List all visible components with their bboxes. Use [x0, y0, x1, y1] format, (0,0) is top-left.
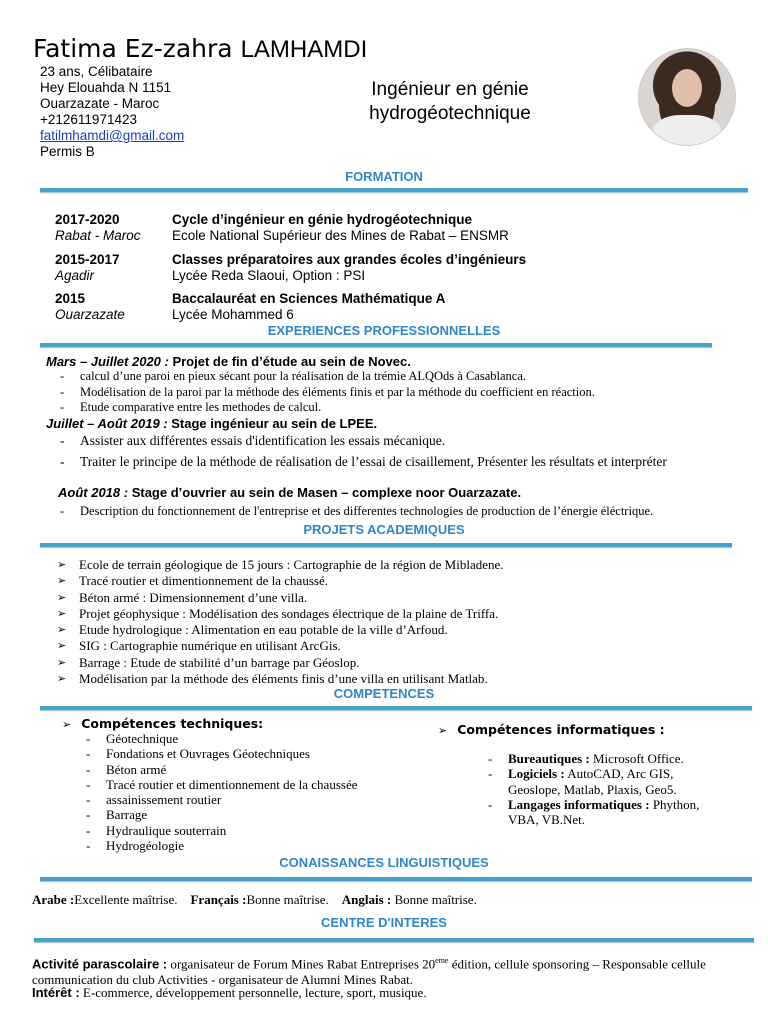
language-label: Anglais : — [341, 892, 392, 907]
skill-item: - Hydrogéologie — [82, 838, 422, 853]
skill-item: - Géotechnique — [82, 731, 422, 746]
section-title-langues: CONAISSANCES LINGUISTIQUES — [279, 855, 489, 870]
education-entry: 2015-2017 Classes préparatoires aux grandes écoles d’ingénieurs Agadir Lycée Reda Slaoui, Option : PSI — [55, 252, 527, 283]
contact-info — [40, 64, 184, 160]
section-title-interets: CENTRE D'INTERES — [321, 915, 447, 930]
it-skill-item: - Bureautiques : Microsoft Office. — [484, 751, 714, 766]
languages-line: Arabe :Excellente maîtrise. Français :Bonne maîtrise. Anglais : Bonne maîtrise. — [32, 892, 477, 907]
address: Hey Elouahda N 1151 — [40, 80, 172, 95]
extracurricular-text: Activité parascolaire : organisateur de Forum Mines Rabat Entreprises 20eme édition, cellule sponsoring – Responsable cellule communication du club Activities - organisateur de Alumni Mines Rabat. — [32, 956, 706, 988]
interests-text: Intérêt : E-commerce, développement personnelle, lecture, sport, musique. — [32, 985, 427, 1000]
skill-item: - assainissement routier — [82, 792, 422, 807]
section-divider — [40, 706, 752, 710]
phone: +212611971423 — [40, 112, 137, 127]
language-label: Français : — [190, 892, 247, 907]
technical-skills: ➢ Compétences techniques: - Géotechnique - Fondations et Ouvrages Géotechniques - Béton armé - Tracé routier et dimentionnement de la chaussée - assainissement routier - Barrage - Hydraulique souterrain - Hydrogéologie — [62, 716, 422, 853]
candidate-name: Fatima Ez-zahra LAMHAMDI — [33, 34, 368, 63]
skill-item: - Fondations et Ouvrages Géotechniques — [82, 746, 422, 761]
age-status: 23 ans, Célibataire — [40, 64, 153, 79]
skill-item: - Béton armé — [82, 762, 422, 777]
section-title-projets: PROJETS ACADEMIQUES — [303, 522, 465, 537]
section-title-competences: COMPETENCES — [333, 686, 435, 701]
project-item: ➢ Ecole de terrain géologique de 15 jours : Cartographie de la région de Mibladene. — [55, 557, 755, 573]
education-entry: 2017-2020 Cycle d’ingénieur en génie hydrogéotechnique Rabat - Maroc Ecole National Supérieur des Mines de Rabat – ENSMR — [55, 212, 509, 243]
profile-photo — [638, 48, 736, 146]
project-item: ➢ Etude hydrologique : Alimentation en eau potable de la ville d’Arfoud. — [55, 622, 755, 638]
job-title: Ingénieur en génie hydrogéotechnique — [369, 79, 531, 124]
project-item: ➢ SIG : Cartographie numérique en utilisant ArcGis. — [55, 638, 755, 654]
section-divider — [40, 343, 712, 347]
section-divider — [40, 188, 748, 192]
section-title-formation: FORMATION — [345, 169, 423, 184]
experience-block: Août 2018 : Stage d’ouvrier au sein de Masen – complexe noor Ouarzazate. - Description du fonctionnement de l'entreprise et des differentes technologies de production de l’énergie éléctrique. — [58, 485, 748, 519]
language-label: Arabe : — [32, 892, 75, 907]
experience-item: - Modélisation de la paroi par la méthode des éléments finis et par la méthode du coefficient en réaction. — [56, 385, 746, 401]
project-item: ➢ Barrage : Etude de stabilité d’un barrage par Géoslop. — [55, 655, 755, 671]
section-divider — [40, 877, 752, 881]
projects-list — [55, 557, 755, 687]
experience-block: Mars – Juillet 2020 : Projet de fin d’étude au sein de Novec. - calcul d’une paroi en pieux sécant pour la réalisation de la trémie ALQOds à Casablanca. - Modélisation de la paroi par la méthode des éléments finis et par la méthode du coefficient en réaction. - Etude comparative entre les methodes de calcul. — [46, 354, 746, 416]
project-item: ➢ Tracé routier et dimentionnement de la chaussé. — [55, 573, 755, 589]
it-skill-item: - Logiciels : AutoCAD, Arc GIS, Geoslope, Matlab, Plaxis, Geo5. — [484, 766, 714, 797]
email-link[interactable]: fatilmhamdi@gmail.com — [40, 128, 185, 143]
section-divider — [34, 938, 754, 942]
skill-item: - Tracé routier et dimentionnement de la chaussée — [82, 777, 422, 792]
experience-item: - Etude comparative entre les methodes de calcul. — [56, 400, 746, 416]
skill-item: - Barrage — [82, 807, 422, 822]
education-entry: 2015 Baccalauréat en Sciences Mathématique A Ouarzazate Lycée Mohammed 6 — [55, 291, 446, 322]
city: Ouarzazate - Maroc — [40, 96, 160, 111]
project-item: ➢ Projet géophysique : Modélisation des sondages électrique de la plaine de Triffa. — [55, 606, 755, 622]
experience-item: - Traiter le principe de la méthode de réalisation de l’essai de cisaillement, Présenter les résultats et interpréter — [56, 454, 746, 470]
it-skill-item: - Langages informatiques : Phython, VBA, VB.Net. — [484, 797, 714, 828]
experience-item: - calcul d’une paroi en pieux sécant pour la réalisation de la trémie ALQOds à Casablanca. — [56, 369, 746, 385]
project-item: ➢ Béton armé : Dimensionnement d’une villa. — [55, 590, 755, 606]
skill-item: - Hydraulique souterrain — [82, 823, 422, 838]
section-divider — [40, 543, 732, 547]
license: Permis B — [40, 144, 95, 159]
section-title-experiences: EXPERIENCES PROFESSIONNELLES — [267, 323, 501, 338]
experience-item: - Assister aux différentes essais d'identification les essais mécanique. — [56, 433, 746, 449]
project-item: ➢ Modélisation par la méthode des éléments finis d’une villa en utilisant Matlab. — [55, 671, 755, 687]
it-skills: ➢ Compétences informatiques : - Bureautiques : Microsoft Office. - Logiciels : AutoCAD, Arc GIS, Geoslope, Matlab, Plaxis, Geo5. - Langages informatiques : Phython, VBA, VB.Net. — [438, 722, 738, 827]
experience-block: Juillet – Août 2019 : Stage ingénieur au sein de LPEE. - Assister aux différentes essais d'identification les essais mécanique. - Traiter le principe de la méthode de réalisation de l’essai de cisaillement, Présenter les résultats et interpréter — [46, 416, 746, 470]
experience-item: - Description du fonctionnement de l'entreprise et des differentes technologies de production de l’énergie éléctrique. — [56, 504, 748, 519]
